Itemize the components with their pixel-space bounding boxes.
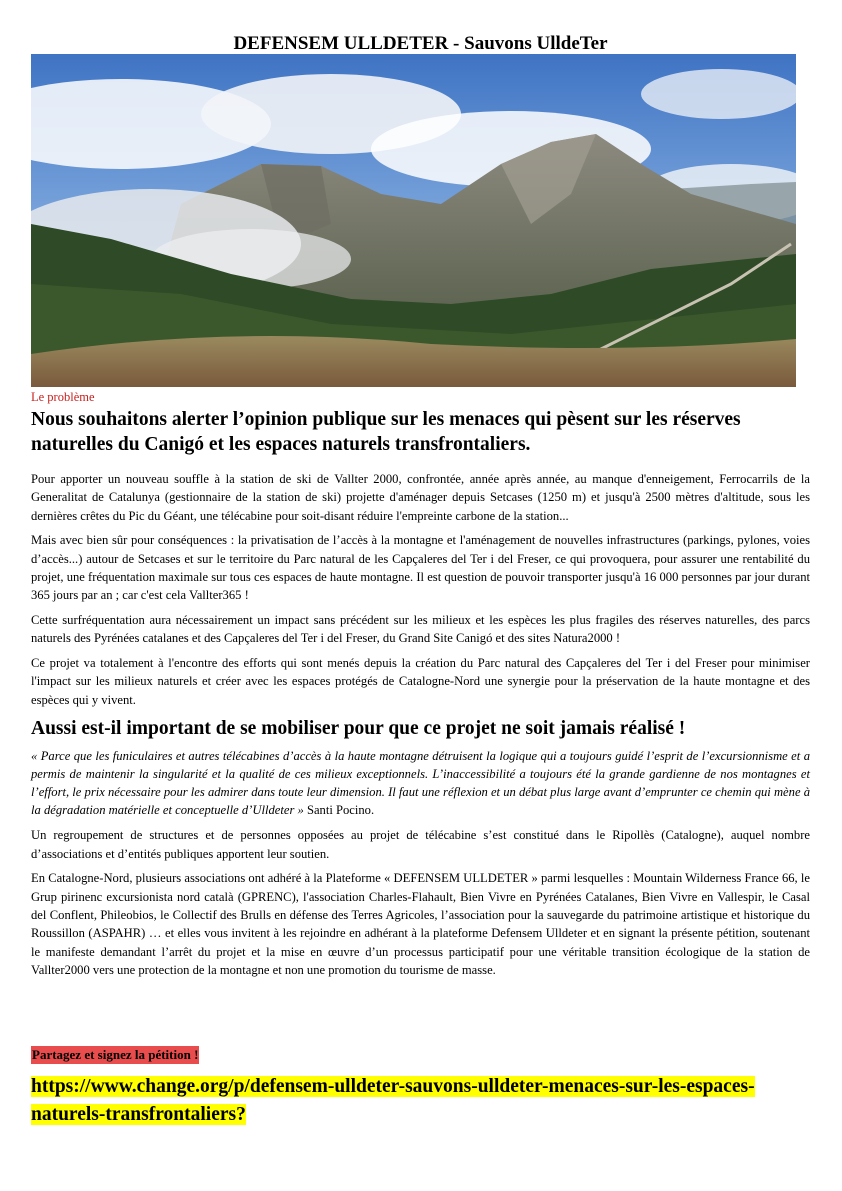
quote-paragraph: [31, 747, 810, 820]
quote-text: « Parce que les funiculaires et autres télécabines d’accès à la haute montagne détruisent la logique qui a toujours guidé l’esprit de l’excursionnisme et a permis de maintenir la singularité et la qualité de ces milieux exceptionnels. L’inaccessibilité a toujours été la grande gardienne de nos montagnes et l’effort, le prix nécessaire pour les admirer dans toute leur dimension. Il faut une réflexion et un débat plus large avant d’emprunter ce chemin qui mène à la dégradation matérielle et conceptuelle d’Ulldeter »: [31, 748, 810, 818]
share-petition-label: Partagez et signez la pétition !: [32, 1047, 199, 1062]
paragraph: Ce projet va totalement à l'encontre des efforts qui sont menés depuis la création du Parc natural des Capçaleres del Ter i del Freser pour minimiser l'impact sur les milieux naturels et créer avec les espaces protégés de Catalogne-Nord une synergie pour la préservation de la haute montagne et des espèces qui y vivent.: [31, 656, 810, 707]
paragraph: Pour apporter un nouveau souffle à la station de ski de Vallter 2000, confrontée, année après année, au manque d'enneigement, Ferrocarrils de la Generalitat de Catalunya (gestionnaire de la station de ski) projette d'aménager depuis Setcases (1250 m) et jusqu'à 2500 mètres d'altitude, sous les dernières crêtes du Pic du Géant, une télécabine pour soit-disant réduire l'empreinte carbone de la station...: [31, 472, 810, 523]
quote-author: Santi Pocino.: [303, 803, 375, 818]
petition-link-text[interactable]: https://www.change.org/p/defensem-ulldeter-sauvons-ulldeter-menaces-sur-les-espaces-naturels-transfrontaliers?: [31, 1076, 755, 1125]
paragraph: En Catalogne-Nord, plusieurs associations ont adhéré à la Plateforme « DEFENSEM ULLDETER » parmi lesquelles : Mountain Wilderness France 66, le Grup pirinenc excursionista nord català (GPRENC), l'association Charles-Flahault, Bien Vivre en Pyrénées Catalanes, Bien Vivre en Vallespir, le Casal del Conflent, Phileobios, le Collectif des Brulls en défense des Terres Agricoles, l’association pour la sauvegarde du patrimoine artistique et historique du Roussillon (ASPAHR) … et elles vous invitent à les rejoindre en adhérant à la plateforme Defensem Ulldeter et en signant la présente pétition, soutenant le manifeste demandant l’arrêt du projet et la mise en œuvre d’un processus participatif pour une véritable transition écologique de la station de Vallter2000 vers une protection de la montagne et non une promotion du tourisme de masse.: [31, 871, 810, 977]
page-title: DEFENSEM ULLDETER - Sauvons UlldeTer: [233, 33, 608, 54]
paragraph: Cette surfréquentation aura nécessairement un impact sans précédent sur les milieux et les espèces les plus fragiles des réserves naturelles, des parcs naturels des Pyrénées catalanes et des Capçaleres del Ter i del Freser, du Grand Site Canigó et des sites Natura2000 !: [31, 613, 810, 646]
section-label: Le problème: [31, 390, 95, 404]
lead-heading: Nous souhaitons alerter l’opinion publique sur les menaces qui pèsent sur les réserves naturelles du Canigó et les espaces naturels transfrontaliers.: [31, 409, 741, 455]
article-body: [31, 470, 810, 986]
paragraph: Un regroupement de structures et de personnes opposées au projet de télécabine s’est constitué dans le Ripollès (Catalogne), auquel nombre d’associations et d’entités publiques apportent leur soutien.: [31, 828, 810, 861]
mountain-landscape-photo: [31, 54, 796, 387]
paragraph: Mais avec bien sûr pour conséquences : la privatisation de l’accès à la montagne et l'aménagement de nouvelles infrastructures (parkings, pylones, voies d’accès...) autour de Setcases et sur le territoire du Parc natural de les Capçaleres del Ter i del Freser, ce qui provoquera, pour assurer une rentabilité du projet, une fréquentation maximale sur tous ces espaces de haute montagne. Il est question de pouvoir transporter jusqu'à 16 000 personnes par jour durant 365 jours par an ; car c'est cela Vallter365 !: [31, 533, 810, 603]
petition-link[interactable]: [31, 1073, 810, 1129]
call-to-action-heading: Aussi est-il important de se mobiliser pour que ce projet ne soit jamais réalisé !: [31, 717, 686, 739]
